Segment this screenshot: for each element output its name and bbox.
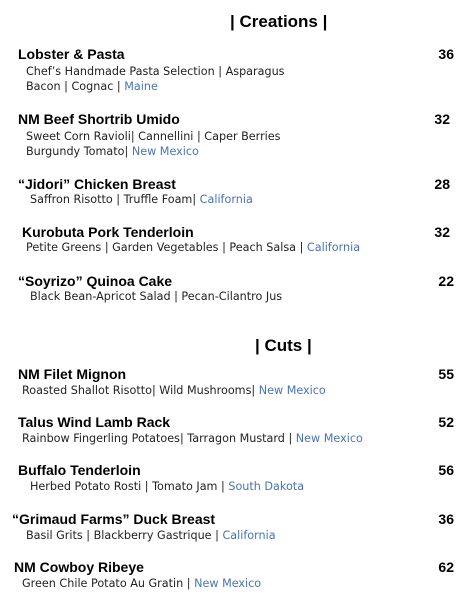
description-line: Herbed Potato Rosti | Tomato Jam | (30, 480, 229, 493)
item-price: 22 (438, 273, 454, 289)
item-name: NM Beef Shortrib Umido (18, 111, 180, 127)
item-price: 52 (438, 414, 454, 430)
item-description (26, 528, 276, 543)
item-description (22, 383, 326, 398)
description-line: Burgundy Tomato| (26, 145, 132, 158)
item-name: Lobster & Pasta (18, 46, 125, 62)
description-line: Roasted Shallot Risotto| Wild Mushrooms| (22, 384, 259, 397)
item-description (30, 479, 304, 494)
description-line: Basil Grits | Blackberry Gastrique | (26, 529, 223, 542)
item-name: “Jidori” Chicken Breast (18, 176, 176, 192)
description-line: Chef’s Handmade Pasta Selection | Asparagus (26, 65, 285, 78)
origin-label: New Mexico (194, 577, 262, 590)
section-title-cuts: | Cuts | (255, 336, 312, 355)
origin-label: South Dakota (228, 480, 305, 493)
description-line: Saffron Risotto | Truffle Foam| (30, 193, 200, 206)
description-line: Petite Greens | Garden Vegetables | Peach Salsa | (26, 241, 307, 254)
item-description (22, 576, 261, 591)
item-name: NM Filet Mignon (18, 366, 127, 382)
item-description (30, 289, 282, 304)
item-name: “Grimaud Farms” Duck Breast (12, 511, 216, 527)
item-name: NM Cowboy Ribeye (14, 559, 144, 575)
description-line: Green Chile Potato Au Gratin | (22, 577, 195, 590)
origin-label: California (199, 193, 253, 206)
origin-label: New Mexico (258, 384, 326, 397)
description-line: Rainbow Fingerling Potatoes| Tarragon Mustard | (22, 432, 296, 445)
item-price: 62 (438, 559, 454, 575)
item-name: Talus Wind Lamb Rack (18, 414, 171, 430)
item-price: 56 (438, 462, 454, 478)
item-price: 36 (438, 46, 454, 62)
description-line: Sweet Corn Ravioli| Cannellini | Caper Berries (26, 130, 281, 143)
item-price: 28 (434, 176, 450, 192)
item-price: 55 (438, 366, 454, 382)
item-price: 36 (438, 511, 454, 527)
item-description (30, 192, 253, 207)
item-name: Buffalo Tenderloin (18, 462, 141, 478)
item-price: 32 (434, 111, 450, 127)
description-line: Bacon | Cognac | (26, 80, 125, 93)
origin-label: New Mexico (131, 145, 199, 158)
origin-label: Maine (124, 80, 158, 93)
item-name: Kurobuta Pork Tenderloin (22, 224, 194, 240)
item-description (26, 129, 281, 159)
item-price: 32 (434, 224, 450, 240)
section-title-creations: | Creations | (230, 12, 328, 31)
origin-label: California (222, 529, 276, 542)
origin-label: California (306, 241, 361, 254)
item-description (22, 431, 363, 446)
item-description (26, 240, 360, 255)
item-name: “Soyrizo” Quinoa Cake (18, 273, 173, 289)
origin-label: New Mexico (295, 432, 363, 445)
item-description (26, 64, 285, 94)
description-line: Black Bean-Apricot Salad | Pecan-Cilantro Jus (30, 290, 283, 303)
